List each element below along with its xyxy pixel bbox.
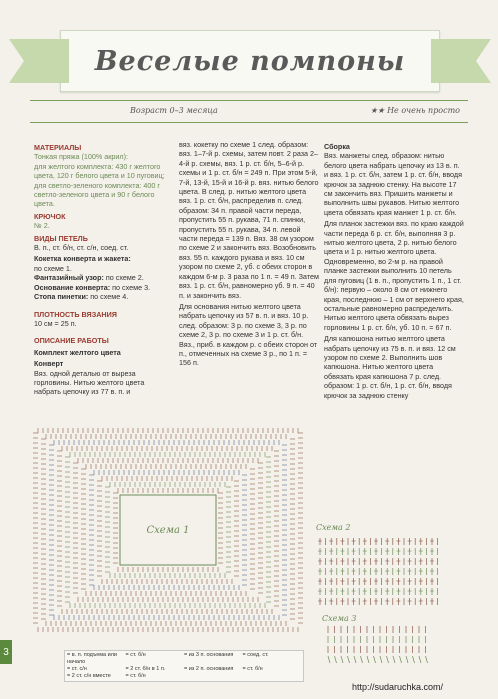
column-3-text-2: Для планок застежки вяз. по краю каждой части переда 6 р. ст. б/н, выполняя 3 р. нитью желтого цвета, 2 р. нитью белого цвета и 1 р. нитью желтого цвета. Одновременно, во 2-м р. на правой планке застежки выполнить 10 петель для пуговиц (1 в. п., пропустить 1 п., 1 ст. б/н): первую – около 8 см от нижнего края, последнюю – 1 см от верхнего края, остальные равномерно распределить. Нитью желтого цвета обвязать вырез горловины 1 р. ст. б/н, уб. 10 п. = 67 п. [324, 219, 464, 332]
schema-1-diagram [28, 425, 308, 643]
column-3-text-3: Для капюшона нитью желтого цвета набрать цепочку из 75 в. п. и вяз. 12 см узором по схеме 2. Выполнить шов капюшона. Нитью желтого цвета обвязать края капюшона 7 р. след. образом: 1 р. ст. б/н, 1 р. ст. б/н, вводя крючок за заднюю стенку [324, 334, 456, 400]
base-heading: Основание конверта: [34, 282, 111, 292]
stitch-mark [413, 656, 415, 663]
assembly-heading: Сборка [324, 142, 350, 151]
materials-line-1: Тонкая пряжа (100% акрил): [34, 152, 128, 162]
stitch-mark [328, 656, 330, 663]
legend-item: = из 2 п. основания [184, 666, 234, 672]
stitch-mark [387, 656, 389, 663]
column-2-text: вяз. кокетку по схеме 1 след. образом: вяз. 1–7-й р. схемы, затем повт. 2 раза 2–4-й р. схемы, вяз. 1 р. ст. б/н, 5–6-й р. схемы и 1 р. ст. б/н = 249 п. При этом 5-й, 7-й, 13-й, 15-й и 16-й р. вяз. нитью белого цвета. В след. р. нитью желтого цвета вяз. 1 р. ст. б/н, распределив п. след. образом: 34 п. правой части переда, пропустить 55 п. рукава, 71 п. спинки, пропустить 55 п. рукава, 34 п. левой части переда = 139 п. Вяз. 38 см узором по схеме 2 и закончить вяз. Возобновить вяз. 55 п. каждого рукава и вяз. 10 см узором по схеме 2, уб. с обеих сторон в каждом 6-м р. 3 раза по 1 п. = 49 п. Затем вяз. 1 р. ст. б/н, равномерно уб. 9 п. = 40 п. и закончить вяз. [179, 140, 319, 300]
separator-bottom [30, 122, 468, 123]
base-value: по схеме 3. [112, 282, 151, 292]
schema-2-diagram [312, 520, 452, 610]
density-value: 10 см = 25 п. [34, 318, 77, 328]
hook-heading: КРЮЧОК [34, 211, 66, 221]
stitch-mark [341, 656, 343, 663]
stitches-heading: ВИДЫ ПЕТЕЛЬ [34, 233, 88, 243]
age-label: Возраст 0–3 месяца [130, 106, 218, 115]
text-columns [34, 140, 464, 425]
column-2-text-2: Для основания нитью желтого цвета набрать цепочку из 57 в. п. и вяз. 10 р. след. образом: 3 р. по схеме 3, 3 р. по схеме 2, 3 р. по схеме 3 и 1 р. ст. б/н. Вяз., приб. в каждом р. с обеих сторон от п., отмеченных на схеме 3 р., по 1 п. = 156 п. [179, 301, 318, 368]
legend-item: = из 3 п. основания [184, 652, 234, 658]
schema-3-diagram [318, 612, 438, 667]
legend-item: = 2 ст. б/н в 1 п. [125, 666, 166, 672]
difficulty-label: ★★ Не очень просто [370, 106, 460, 115]
stitch-mark [335, 656, 337, 663]
stitches-value: В. п., ст. б/н, ст. с/н, соед. ст. [34, 243, 129, 253]
watermark-url: http://sudaruchka.com/ [352, 682, 444, 692]
stitch-mark [354, 656, 356, 663]
stitch-mark [367, 656, 369, 663]
schema-3-label: Схема 3 [322, 614, 357, 623]
stitch-mark [393, 656, 395, 663]
fancy-value: по схеме 2. [105, 273, 144, 283]
stitch-mark [361, 656, 363, 663]
legend-item: = соед. ст. [242, 652, 269, 658]
column-3 [324, 140, 464, 400]
materials-line-2: для желтого комплекта: 430 г желтого цвета, 120 г белого цвета и 10 пуговиц; [34, 161, 165, 181]
meta-line [130, 106, 460, 115]
column-1 [34, 140, 172, 397]
legend-item: = ст. б/н [242, 666, 263, 672]
legend-item: = ст. с/н [67, 666, 87, 672]
schema-3-grid [328, 626, 428, 663]
envelope-text: Вяз. одной деталью от выреза горловины. Нитью желтого цвета набрать цепочку из 77 в. п. и [34, 368, 145, 397]
legend-item: = 2 ст. с/н вместе [67, 673, 111, 679]
stitch-mark [374, 656, 376, 663]
title-ribbon [60, 30, 440, 92]
description-subheading: Комплект желтого цвета [34, 347, 121, 357]
fancy-heading: Фантазийный узор: [34, 273, 104, 283]
envelope-heading: Конверт [34, 359, 64, 369]
page-number: 3 [0, 640, 12, 664]
stitch-mark [380, 656, 382, 663]
column-3-text: Вяз. манжеты след. образом: нитью белого цвета набрать цепочку из 13 в. п. и вяз. 1 р. ст. б/н, затем 1 р. ст. б/н, вводя крючок за заднюю стенку. На высоте 17 см закончить вяз. Пришить манжеты и выполнить швы рукавов. Нитью желтого цвета обвязать края манжет 1 р. ст. б/н. [324, 151, 462, 217]
symbol-legend [64, 650, 304, 682]
density-heading: ПЛОТНОСТЬ ВЯЗАНИЯ [34, 309, 117, 319]
schema-2-grid [318, 538, 438, 605]
sole-heading: Стопа пинетки: [34, 292, 89, 302]
stitch-mark [426, 656, 428, 663]
stitch-mark [419, 656, 421, 663]
page-title: Веселые помпоны [94, 45, 406, 77]
materials-line-3: для светло-зеленого комплекта: 400 г светло-зеленого цвета и 90 г белого цвета. [34, 180, 161, 209]
stitch-mark [348, 656, 350, 663]
schema-2-label: Схема 2 [316, 523, 351, 532]
sole-value: по схеме 4. [90, 292, 129, 302]
schema-1-label: Схема 1 [146, 525, 190, 536]
legend-item: = в. п. подъема или начало [67, 652, 117, 665]
hook-value: № 2. [34, 221, 50, 231]
separator-top [30, 100, 468, 101]
stitch-mark [400, 656, 402, 663]
column-2 [179, 140, 319, 368]
legend-item: = ст. б/н [125, 673, 146, 679]
description-heading: ОПИСАНИЕ РАБОТЫ [34, 336, 109, 346]
yoke-value: по схеме 1. [34, 263, 72, 273]
legend-item: = ст. б/н [125, 652, 146, 658]
yoke-heading: Кокетка конверта и жакета: [34, 254, 131, 264]
materials-heading: МАТЕРИАЛЫ [34, 143, 82, 152]
stitch-mark [406, 656, 408, 663]
